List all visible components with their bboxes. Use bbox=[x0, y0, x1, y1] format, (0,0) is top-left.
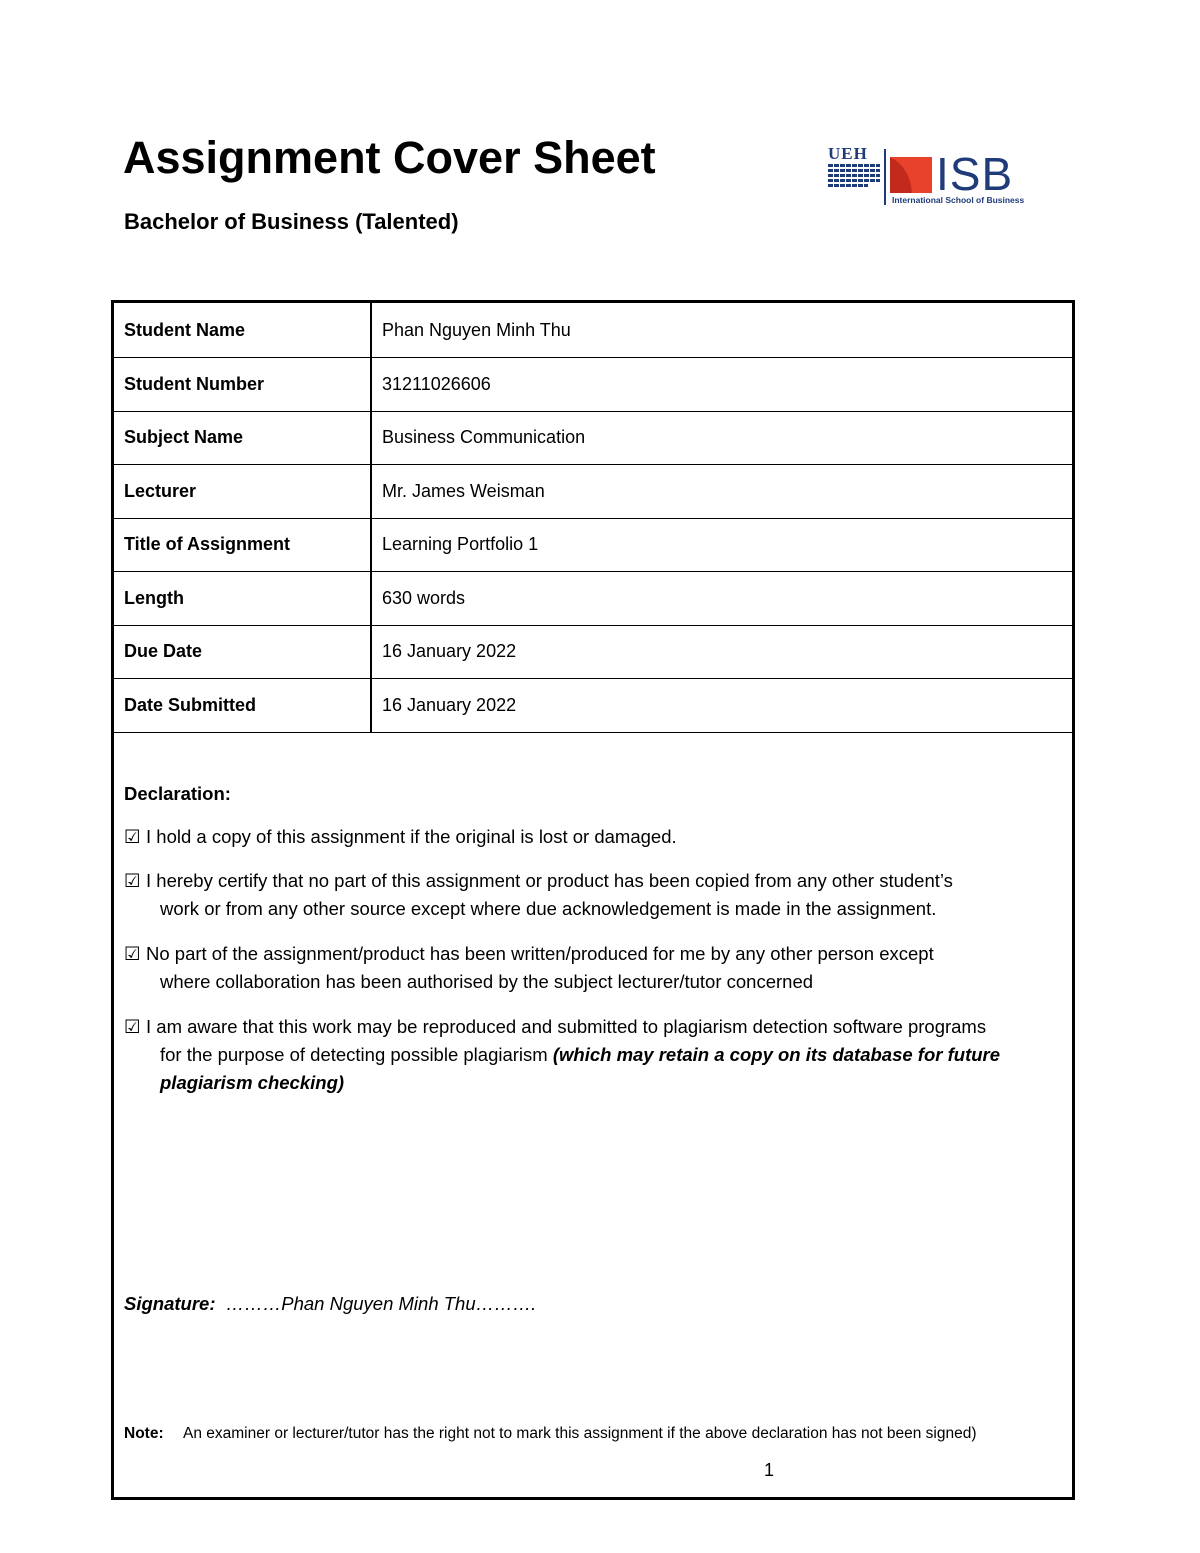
table-row bbox=[114, 303, 1072, 358]
declaration-item: ☑ No part of the assignment/product has been written/produced for me by any other person except where collaboration has been authorised by the subject lecturer/tutor concerned bbox=[124, 940, 1064, 996]
note-text: An examiner or lecturer/tutor has the right not to mark this assignment if the above declaration has not been signed) bbox=[183, 1425, 977, 1442]
declaration-item: ☑ I am aware that this work may be reproduced and submitted to plagiarism detection software programs for the purpose of detecting possible plagiarism (which may retain a copy on its database for future plagiarism checking) bbox=[124, 1013, 1064, 1097]
page-subtitle: Bachelor of Business (Talented) bbox=[124, 209, 459, 234]
table-row bbox=[114, 465, 1072, 519]
declaration-item: ☑ I hold a copy of this assignment if the original is lost or damaged. bbox=[124, 823, 1064, 851]
declaration-heading: Declaration: bbox=[124, 783, 231, 804]
field-label: Student Name bbox=[114, 303, 371, 358]
signature-line bbox=[124, 1293, 536, 1315]
field-value: 630 words bbox=[371, 572, 1072, 626]
table-row bbox=[114, 411, 1072, 465]
field-value: 31211026606 bbox=[371, 358, 1072, 412]
table-row bbox=[114, 358, 1072, 412]
ueh-logo bbox=[828, 145, 880, 203]
field-value: 16 January 2022 bbox=[371, 679, 1072, 733]
field-label: Length bbox=[114, 572, 371, 626]
checked-box-icon: ☑ bbox=[124, 1016, 141, 1037]
table-row bbox=[114, 518, 1072, 572]
table-row bbox=[114, 572, 1072, 626]
field-value: Mr. James Weisman bbox=[371, 465, 1072, 519]
page-number: 1 bbox=[764, 1460, 775, 1480]
isb-logo-subtitle: International School of Business bbox=[892, 195, 1025, 205]
note-label: Note: bbox=[124, 1425, 164, 1442]
signature-label: Signature: bbox=[124, 1293, 216, 1314]
field-label: Lecturer bbox=[114, 465, 371, 519]
table-row bbox=[114, 625, 1072, 679]
page-title: Assignment Cover Sheet bbox=[123, 132, 656, 183]
field-value: Business Communication bbox=[371, 411, 1072, 465]
table-row bbox=[114, 679, 1072, 733]
checked-box-icon: ☑ bbox=[124, 870, 141, 891]
logo-divider bbox=[884, 149, 886, 205]
checked-box-icon: ☑ bbox=[124, 943, 141, 964]
checked-box-icon: ☑ bbox=[124, 826, 141, 847]
field-value: Phan Nguyen Minh Thu bbox=[371, 303, 1072, 358]
declaration-item: ☑ I hereby certify that no part of this assignment or product has been copied from any other student’s work or from any other source except where due acknowledgement is made in the assignment. bbox=[124, 867, 1064, 923]
field-label: Student Number bbox=[114, 358, 371, 412]
signature-value: ………Phan Nguyen Minh Thu………. bbox=[225, 1293, 537, 1314]
note-line bbox=[124, 1425, 977, 1443]
ueh-isb-logo bbox=[828, 145, 1028, 207]
ueh-logo-text: UEH bbox=[828, 144, 868, 163]
isb-mark-icon bbox=[890, 157, 932, 193]
student-info-table bbox=[114, 303, 1072, 733]
field-label: Due Date bbox=[114, 625, 371, 679]
isb-logo-text: ISB bbox=[936, 148, 1014, 200]
field-value: Learning Portfolio 1 bbox=[371, 518, 1072, 572]
cover-sheet-frame bbox=[111, 300, 1075, 1500]
field-label: Title of Assignment bbox=[114, 518, 371, 572]
field-label: Subject Name bbox=[114, 411, 371, 465]
field-value: 16 January 2022 bbox=[371, 625, 1072, 679]
field-label: Date Submitted bbox=[114, 679, 371, 733]
